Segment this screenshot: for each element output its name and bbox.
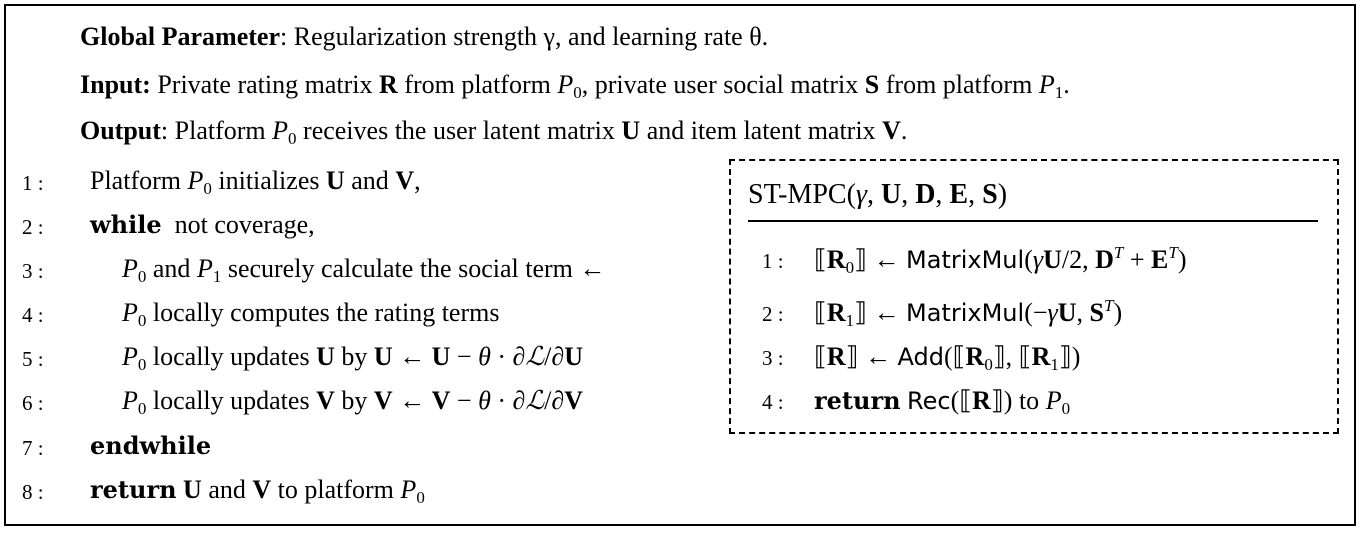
- output-text: .: [900, 116, 908, 145]
- subroutine-line-2: 2 : $⟦R_1⟧$ ← MatrixMul(−γU, $S^T$): [748, 298, 1122, 329]
- output-text: : Platform: [160, 116, 273, 145]
- line-number: 1 :: [762, 249, 784, 273]
- input-text: from platform: [879, 70, 1039, 99]
- subroutine-line-4: 4 : return Rec(⟦R⟧) to $P_0$: [748, 386, 1070, 417]
- algorithm-line-8: return U and V to platform $P_0$: [90, 475, 425, 507]
- subscript: 0: [573, 83, 582, 102]
- global-parameter-text: : Regularization strength γ, and learning rate θ.: [280, 22, 769, 51]
- matrix-R: R: [379, 70, 398, 99]
- platform-P0: P: [557, 70, 574, 99]
- input-text: Private rating matrix: [150, 70, 379, 99]
- platform-P0: P: [272, 116, 289, 145]
- line-number: 1 :: [22, 171, 44, 195]
- line-number: 2 :: [22, 215, 44, 239]
- subroutine-line-1: 1 : $⟦R_0⟧$ ← MatrixMul(γU/2, $D^T + E^T$): [748, 245, 1187, 276]
- input-text: from platform: [397, 70, 558, 99]
- global-parameter-line: [80, 22, 768, 52]
- line-number: 5 :: [22, 347, 44, 371]
- output-text: receives the user latent matrix: [296, 116, 622, 145]
- matrix-S: S: [864, 70, 880, 99]
- input-text: , private user social matrix: [581, 70, 865, 99]
- title-rule: [748, 220, 1318, 222]
- platform-P1: P: [1038, 70, 1055, 99]
- line-number: 8 :: [22, 480, 44, 504]
- line-number: 4 :: [762, 390, 784, 414]
- global-parameter-label: Global Parameter: [80, 22, 280, 51]
- line-number: 7 :: [22, 436, 44, 460]
- algorithm-line-1: Platform $P_0$ initializes U and V,: [90, 166, 421, 198]
- output-label: Output: [80, 116, 161, 145]
- output-text: and item latent matrix: [640, 116, 883, 145]
- input-label: Input:: [80, 70, 151, 99]
- algorithm-line-2: while not coverage,: [90, 210, 315, 239]
- line-number: 3 :: [22, 259, 44, 283]
- algorithm-line-6: $P_0$ locally updates V by V ← V − θ · ∂ℒ/∂V: [122, 386, 583, 418]
- algorithm-line-3: $P_0$ and $P_1$ securely calculate the social term ←: [122, 254, 606, 286]
- matrix-U: U: [621, 116, 641, 145]
- line-number: 6 :: [22, 391, 44, 415]
- subscript: 0: [288, 129, 297, 148]
- matrix-V: V: [882, 116, 901, 145]
- output-line: [80, 116, 907, 146]
- line-number: 4 :: [22, 303, 44, 327]
- subroutine-title: ST-MPC(γ, U, D, E, S): [748, 179, 1008, 210]
- subscript: 1: [1054, 83, 1064, 102]
- algorithm-line-5: $P_0$ locally updates U by U ← U − θ · ∂ℒ/∂U: [122, 342, 583, 374]
- input-text: .: [1063, 70, 1070, 99]
- line-number: 2 :: [762, 302, 784, 326]
- algorithm-line-4: $P_0$ locally computes the rating terms: [122, 298, 500, 330]
- subroutine-line-3: 3 : ⟦R⟧ ← $Add(⟦R_0⟧$, $⟦R_1⟧$): [748, 342, 1080, 373]
- line-number: 3 :: [762, 346, 784, 370]
- algorithm-line-7: endwhile: [90, 431, 212, 460]
- input-line: [80, 70, 1070, 100]
